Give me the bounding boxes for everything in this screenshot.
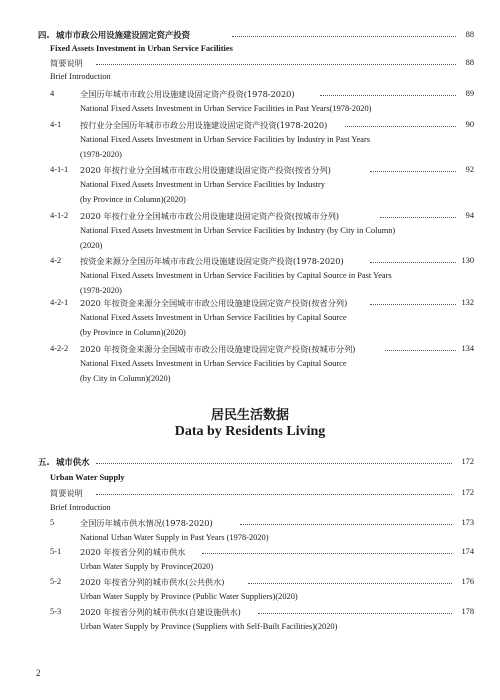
entry-number: 5-1	[50, 547, 62, 556]
toc-entry[interactable]	[0, 517, 500, 529]
section-4-page: 88	[465, 30, 474, 39]
entry-title-en-text: National Fixed Assets Investment in Urban Service Facilities by Capital Source	[80, 313, 347, 322]
toc-entry[interactable]	[0, 297, 500, 309]
section-5-heading[interactable]	[0, 456, 500, 468]
brief-label-en	[0, 71, 500, 83]
entry-page: 173	[461, 518, 474, 527]
entry-title-en	[0, 561, 500, 573]
section-4-heading[interactable]	[0, 29, 500, 41]
entry-number: 5-2	[50, 577, 62, 586]
entry-number: 4-1	[50, 120, 62, 129]
entry-page: 134	[461, 344, 474, 353]
toc-entry[interactable]	[0, 164, 500, 176]
toc-entry[interactable]	[0, 546, 500, 558]
leader-dots	[345, 126, 456, 127]
entry-title-en	[0, 103, 500, 115]
leader-dots	[202, 553, 452, 554]
leader-dots	[385, 350, 456, 351]
entry-title-en-text: National Fixed Assets Investment in Urban Service Facilities by Industry in Past Years	[80, 135, 371, 144]
toc-entry[interactable]	[0, 88, 500, 100]
entry-title-en-text: Urban Water Supply by Province (Suppliers with Self-Built Facilities)(2020)	[80, 622, 338, 631]
brief-label-en	[0, 502, 500, 514]
section-4-number: 四.	[38, 30, 50, 40]
leader-dots	[96, 463, 452, 464]
entry-page: 132	[461, 298, 474, 307]
entry-page: 178	[461, 607, 474, 616]
entry-title-cn: 2020 年按省分列的城市供水	[80, 547, 186, 557]
leader-dots	[240, 524, 452, 525]
leader-dots	[320, 95, 456, 96]
entry-number: 4-2-1	[50, 298, 69, 307]
entry-title-cn: 按行业分全国历年城市市政公用设施建设固定资产投资(1978-2020)	[80, 120, 328, 130]
entry-page: 92	[465, 165, 474, 174]
section-4-title-en-text: Fixed Assets Investment in Urban Service Facilities	[50, 44, 233, 53]
section-5-brief[interactable]	[0, 487, 500, 499]
entry-number: 4-1-1	[50, 165, 69, 174]
entry-title-en-text: National Fixed Assets Investment in Urban Service Facilities in Past Years(1978-2020)	[80, 104, 372, 113]
entry-title-cn: 全国历年城市供水情况(1978-2020)	[80, 518, 213, 528]
leader-dots	[258, 613, 452, 614]
entry-title-en	[0, 179, 500, 191]
entry-page: 94	[465, 211, 474, 220]
entry-title-en-text: (by Province in Column)(2020)	[80, 195, 186, 204]
entry-title-en-text: National Urban Water Supply in Past Years (1978-2020)	[80, 533, 269, 542]
leader-dots	[370, 171, 456, 172]
entry-number: 4-2	[50, 256, 62, 265]
entry-title-en	[0, 312, 500, 324]
entry-title-cn: 2020 年按行业分全国城市市政公用设施建设固定资产投资(按省分列)	[80, 165, 331, 175]
entry-page: 90	[465, 120, 474, 129]
entry-title-cn: 2020 年按行业分全国城市市政公用设施建设固定资产投资(按城市分列)	[80, 211, 340, 221]
entry-title-cn: 按资金来源分全国历年城市市政公用设施建设固定资产投资(1978-2020)	[80, 256, 344, 266]
entry-title-en	[0, 373, 500, 385]
entry-title-en-text: (by Province in Column)(2020)	[80, 328, 186, 337]
entry-title-en	[0, 270, 500, 282]
entry-title-en-text: (2020)	[80, 241, 103, 250]
entry-title-en-text: National Fixed Assets Investment in Urban Service Facilities by Capital Source	[80, 359, 347, 368]
entry-title-en-text: National Fixed Assets Investment in Urban Service Facilities by Capital Source in Past Years	[80, 271, 392, 280]
entry-title-cn: 2020 年按省分列的城市供水(公共供水)	[80, 577, 225, 587]
entry-title-en	[0, 532, 500, 544]
leader-dots	[96, 64, 456, 65]
brief-page: 172	[461, 488, 474, 497]
brief-label: 简要说明	[50, 488, 83, 498]
entry-number: 4-2-2	[50, 344, 69, 353]
brief-page: 88	[465, 58, 474, 67]
section-5-title: 城市供水	[56, 457, 90, 467]
leader-dots	[96, 494, 452, 495]
section-5-title-en-text: Urban Water Supply	[50, 473, 125, 482]
entry-title-en	[0, 327, 500, 339]
entry-title-cn: 2020 年按资金来源分全国城市市政公用设施建设固定资产投资(按城市分列)	[80, 344, 356, 354]
entry-page: 174	[461, 547, 474, 556]
section-5-title-en	[0, 472, 500, 484]
entry-title-en	[0, 621, 500, 633]
entry-title-en	[0, 225, 500, 237]
section-4-brief[interactable]	[0, 57, 500, 69]
entry-title-cn: 2020 年按省分列的城市供水(自建设施供水)	[80, 607, 241, 617]
entry-title-en-text: Urban Water Supply by Province (Public Water Suppliers)(2020)	[80, 592, 298, 601]
entry-title-en-text: (by City in Column)(2020)	[80, 374, 171, 383]
entry-page: 130	[461, 256, 474, 265]
entry-title-en-text: National Fixed Assets Investment in Urban Service Facilities by Industry	[80, 180, 325, 189]
entry-title-en-text: National Fixed Assets Investment in Urban Service Facilities by Industry (by City in Column)	[80, 226, 396, 235]
entry-number: 4-1-2	[50, 211, 69, 220]
entry-title-en	[0, 149, 500, 161]
toc-entry[interactable]	[0, 576, 500, 588]
leader-dots	[248, 583, 452, 584]
brief-label: 简要说明	[50, 58, 83, 68]
entry-title-en-text: (1978-2020)	[80, 286, 122, 295]
entry-title-en	[0, 194, 500, 206]
entry-title-en-text: Urban Water Supply by Province(2020)	[80, 562, 214, 571]
toc-entry[interactable]	[0, 606, 500, 618]
section-5-number: 五.	[38, 457, 50, 467]
toc-entry[interactable]	[0, 343, 500, 355]
leader-dots	[380, 217, 456, 218]
entry-title-cn: 全国历年城市市政公用设施建设固定资产投资(1978-2020)	[80, 89, 295, 99]
leader-dots	[370, 262, 456, 263]
leader-dots	[232, 36, 456, 37]
entry-page: 89	[465, 89, 474, 98]
section-5-page: 172	[461, 457, 474, 466]
brief-label-en-text: Brief Introduction	[50, 503, 111, 512]
page-number: 2	[36, 668, 41, 678]
brief-label-en-text: Brief Introduction	[50, 72, 111, 81]
entry-page: 176	[461, 577, 474, 586]
entry-number: 5	[50, 518, 55, 527]
part-heading-cn: 居民生活数据	[210, 408, 289, 423]
entry-title-en-text: (1978-2020)	[80, 150, 122, 159]
entry-title-en	[0, 591, 500, 603]
section-4-title: 城市市政公用设施建设固定资产投资	[56, 30, 190, 40]
entry-title-cn: 2020 年按资金来源分全国城市市政公用设施建设固定资产投资(按省分列)	[80, 298, 348, 308]
entry-title-en	[0, 285, 500, 297]
toc-entry[interactable]	[0, 210, 500, 222]
toc-entry[interactable]	[0, 119, 500, 131]
entry-number: 4	[50, 89, 55, 98]
entry-number: 5-3	[50, 607, 62, 616]
section-4-title-en	[0, 43, 500, 55]
entry-title-en	[0, 358, 500, 370]
entry-title-en	[0, 240, 500, 252]
leader-dots	[370, 304, 456, 305]
toc-entry[interactable]	[0, 255, 500, 267]
entry-title-en	[0, 134, 500, 146]
part-heading-en: Data by Residents Living	[174, 424, 326, 439]
